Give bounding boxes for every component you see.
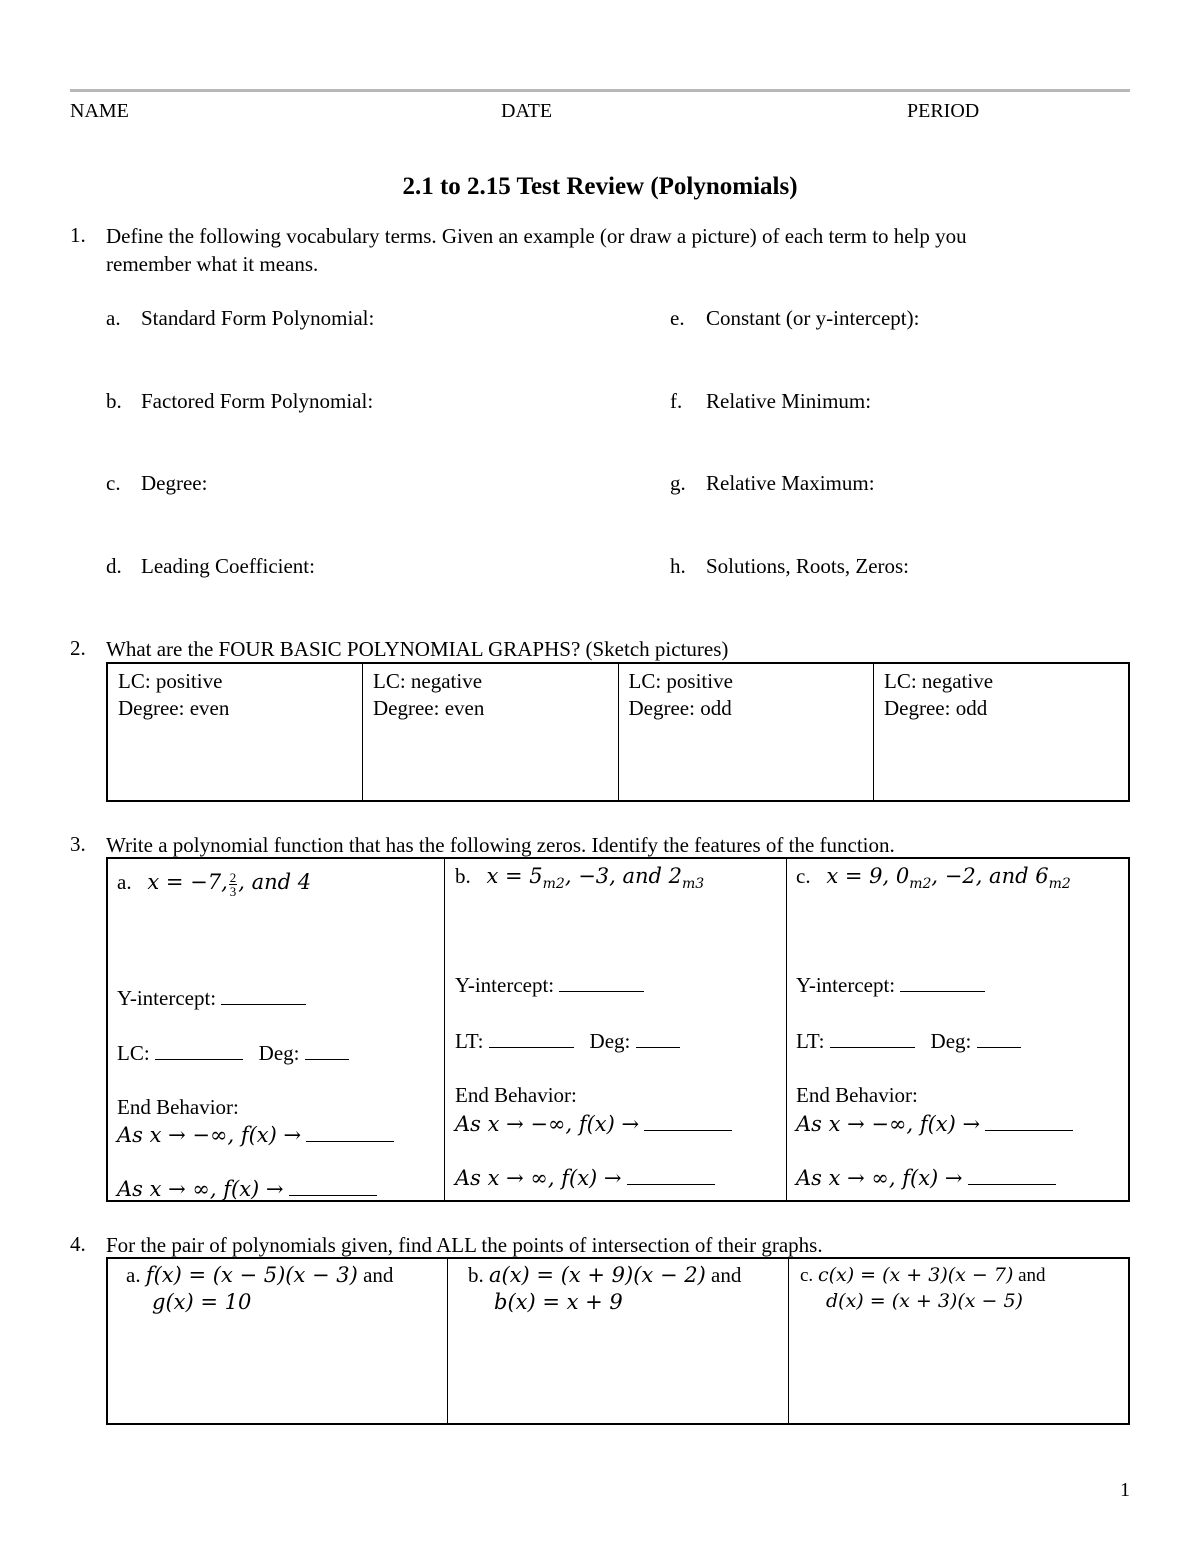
q3b-lt-label: LT: (455, 1029, 484, 1053)
q3c-lt-blank[interactable] (830, 1029, 915, 1048)
q3b-lt-blank[interactable] (489, 1029, 574, 1048)
q3a-deg-blank[interactable] (305, 1041, 349, 1060)
q3c-as-pos (796, 1164, 1056, 1192)
q2-number: 2. (70, 636, 86, 660)
vocab-letter-a: a. (106, 306, 121, 330)
vocab-letter-g: g. (670, 471, 686, 495)
name-label: NAME (70, 100, 129, 122)
q3b-yint-label: Y-intercept: (455, 973, 555, 997)
q3c-lt-label: LT: (796, 1029, 825, 1053)
q3a-deg-label: Deg: (258, 1041, 300, 1065)
q3a-lc-deg (117, 1039, 349, 1067)
q3b-yintercept (455, 971, 644, 999)
q3a-frac-den: 3 (229, 883, 237, 899)
q4b-f2: b(x) = x + 9 (494, 1290, 623, 1314)
q3b-z1-sub: m2 (542, 876, 565, 893)
q3a-yint-label: Y-intercept: (117, 986, 217, 1010)
q3c-as-pos-blank[interactable] (968, 1166, 1056, 1185)
q4a-line1 (126, 1261, 393, 1289)
q3b-z2: , −3, and 2 (564, 864, 683, 888)
vocab-relative-maximum: Relative Maximum: (706, 471, 875, 495)
q4-number: 4. (70, 1232, 86, 1256)
q4c-f2: d(x) = (x + 3)(x − 5) (826, 1290, 1023, 1312)
q4-divider-1 (447, 1259, 448, 1423)
q2-cell-1-deg: Degree: even (118, 696, 230, 720)
q3-text: Write a polynomial function that has the following zeros. Identify the features of the function. (106, 833, 895, 857)
period-label: PERIOD (907, 100, 980, 122)
q2-cell-3-lc: LC: positive (628, 669, 733, 693)
q1-number: 1. (70, 223, 86, 247)
page-number: 1 (1120, 1479, 1130, 1501)
q4c-and: and (1018, 1265, 1046, 1286)
q3b-yint-blank[interactable] (559, 973, 644, 992)
vocab-letter-c: c. (106, 471, 121, 495)
q4a-and: and (363, 1263, 394, 1287)
q3b-end-behavior: End Behavior: (455, 1083, 577, 1107)
q2-graph-table (106, 662, 1130, 802)
q3c-as-neg-text: As x → −∞, f(x) → (796, 1112, 981, 1136)
q3c-yint-blank[interactable] (900, 973, 985, 992)
vocab-letter-d: d. (106, 554, 122, 578)
vocab-leading-coefficient: Leading Coefficient: (141, 554, 315, 578)
q2-cell-2-lc: LC: negative (373, 669, 483, 693)
q3c-as-pos-text: As x → ∞, f(x) → (796, 1166, 963, 1190)
q2-cell-1[interactable] (107, 663, 363, 801)
q3c-lt-deg (796, 1027, 1021, 1055)
q3a-yintercept (117, 984, 306, 1012)
vocab-solutions-roots-zeros: Solutions, Roots, Zeros: (706, 554, 910, 578)
vocab-relative-minimum: Relative Minimum: (706, 389, 872, 413)
q3b-as-neg-blank[interactable] (644, 1112, 732, 1131)
q3c-z1-sub: m2 (909, 876, 932, 893)
vocab-letter-e: e. (670, 306, 685, 330)
q3b-letter: b. (455, 864, 471, 888)
q3a-as-neg-blank[interactable] (306, 1123, 394, 1142)
q3c-z2-sub: m2 (1048, 876, 1071, 893)
vocab-factored-form: Factored Form Polynomial: (141, 389, 374, 413)
q3c-z2: , −2, and 6 (931, 864, 1049, 888)
q1-text-line1: Define the following vocabulary terms. Given an example (or draw a picture) of each term to help you (106, 224, 967, 248)
q2-cell-3[interactable] (618, 663, 874, 801)
q3-number: 3. (70, 832, 86, 856)
q3c-letter: c. (796, 864, 811, 888)
vocab-letter-b: b. (106, 389, 122, 413)
q3b-zeros (455, 862, 704, 898)
q3a-as-pos-blank[interactable] (289, 1177, 377, 1196)
q3b-as-pos-text: As x → ∞, f(x) → (455, 1166, 622, 1190)
q4a-letter: a. (126, 1263, 141, 1287)
q3a-end-behavior: End Behavior: (117, 1095, 239, 1119)
q3c-as-neg (796, 1110, 1073, 1138)
q3a-lc-blank[interactable] (155, 1041, 243, 1060)
q3b-deg-blank[interactable] (636, 1029, 680, 1048)
q2-cell-1-lc: LC: positive (118, 669, 223, 693)
q4b-line1 (468, 1261, 741, 1289)
page-title: 2.1 to 2.15 Test Review (Polynomials) (402, 173, 798, 200)
q3-divider-1 (444, 859, 445, 1200)
q3b-z2-sub: m3 (682, 876, 705, 893)
q1-text-line2: remember what it means. (106, 252, 319, 276)
q3c-deg-label: Deg: (930, 1029, 972, 1053)
vocab-standard-form: Standard Form Polynomial: (141, 306, 375, 330)
q3a-as-neg-text: As x → −∞, f(x) → (117, 1123, 302, 1147)
q3b-as-neg (455, 1110, 732, 1138)
q2-text: What are the FOUR BASIC POLYNOMIAL GRAPHS? (Sketch pictures) (106, 637, 729, 661)
q3b-z1: x = 5 (486, 864, 543, 888)
q3c-yint-label: Y-intercept: (796, 973, 896, 997)
q4b-f1: a(x) = (x + 9)(x − 2) (489, 1263, 706, 1287)
q3b-as-pos (455, 1164, 715, 1192)
q4b-and: and (711, 1263, 742, 1287)
q3a-as-neg (117, 1121, 394, 1149)
q3a-zeros-post: , and 4 (238, 870, 312, 894)
q3a-as-pos-text: As x → ∞, f(x) → (117, 1177, 284, 1201)
q3b-as-neg-text: As x → −∞, f(x) → (455, 1112, 640, 1136)
q3c-end-behavior: End Behavior: (796, 1083, 918, 1107)
q3c-z1: x = 9, 0 (826, 864, 910, 888)
q3a-yint-blank[interactable] (221, 986, 306, 1005)
q3a-zeros-pre: x = −7, (147, 870, 228, 894)
q3a-letter: a. (117, 870, 132, 894)
q4c-line1 (800, 1262, 1046, 1289)
q3c-yintercept (796, 971, 985, 999)
vocab-constant: Constant (or y-intercept): (706, 306, 920, 330)
q4-text: For the pair of polynomials given, find ALL the points of intersection of their graphs. (106, 1233, 823, 1257)
date-label: DATE (501, 100, 553, 122)
vocab-degree: Degree: (141, 471, 208, 495)
q3c-zeros (796, 862, 1071, 898)
q3a-zeros (117, 868, 311, 898)
q3c-deg-blank[interactable] (977, 1029, 1021, 1048)
q4c-letter: c. (800, 1265, 814, 1286)
q3a-fraction (229, 871, 238, 898)
vocab-letter-h: h. (670, 554, 686, 578)
q4a-f2: g(x) = 10 (152, 1290, 252, 1314)
q4a-f1: f(x) = (x − 5)(x − 3) (145, 1263, 358, 1287)
q2-cell-2-deg: Degree: even (373, 696, 485, 720)
q2-cell-4[interactable] (874, 663, 1130, 801)
q4b-letter: b. (468, 1263, 484, 1287)
q3b-as-pos-blank[interactable] (627, 1166, 715, 1185)
vocab-letter-f: f. (670, 389, 683, 413)
q2-cell-2[interactable] (363, 663, 619, 801)
q3a-as-pos (117, 1175, 377, 1203)
q3b-lt-deg (455, 1027, 680, 1055)
q3c-as-neg-blank[interactable] (985, 1112, 1073, 1131)
q2-cell-3-deg: Degree: odd (628, 696, 732, 720)
q2-cell-4-lc: LC: negative (884, 669, 994, 693)
q2-cell-4-deg: Degree: odd (884, 696, 988, 720)
q4-divider-2 (788, 1259, 789, 1423)
q3b-deg-label: Deg: (589, 1029, 631, 1053)
q3a-lc-label: LC: (117, 1041, 150, 1065)
q3-divider-2 (786, 859, 787, 1200)
header-rule (70, 89, 1130, 92)
q4c-f1: c(x) = (x + 3)(x − 7) (817, 1264, 1014, 1286)
q3a-frac-num: 2 (229, 869, 237, 885)
